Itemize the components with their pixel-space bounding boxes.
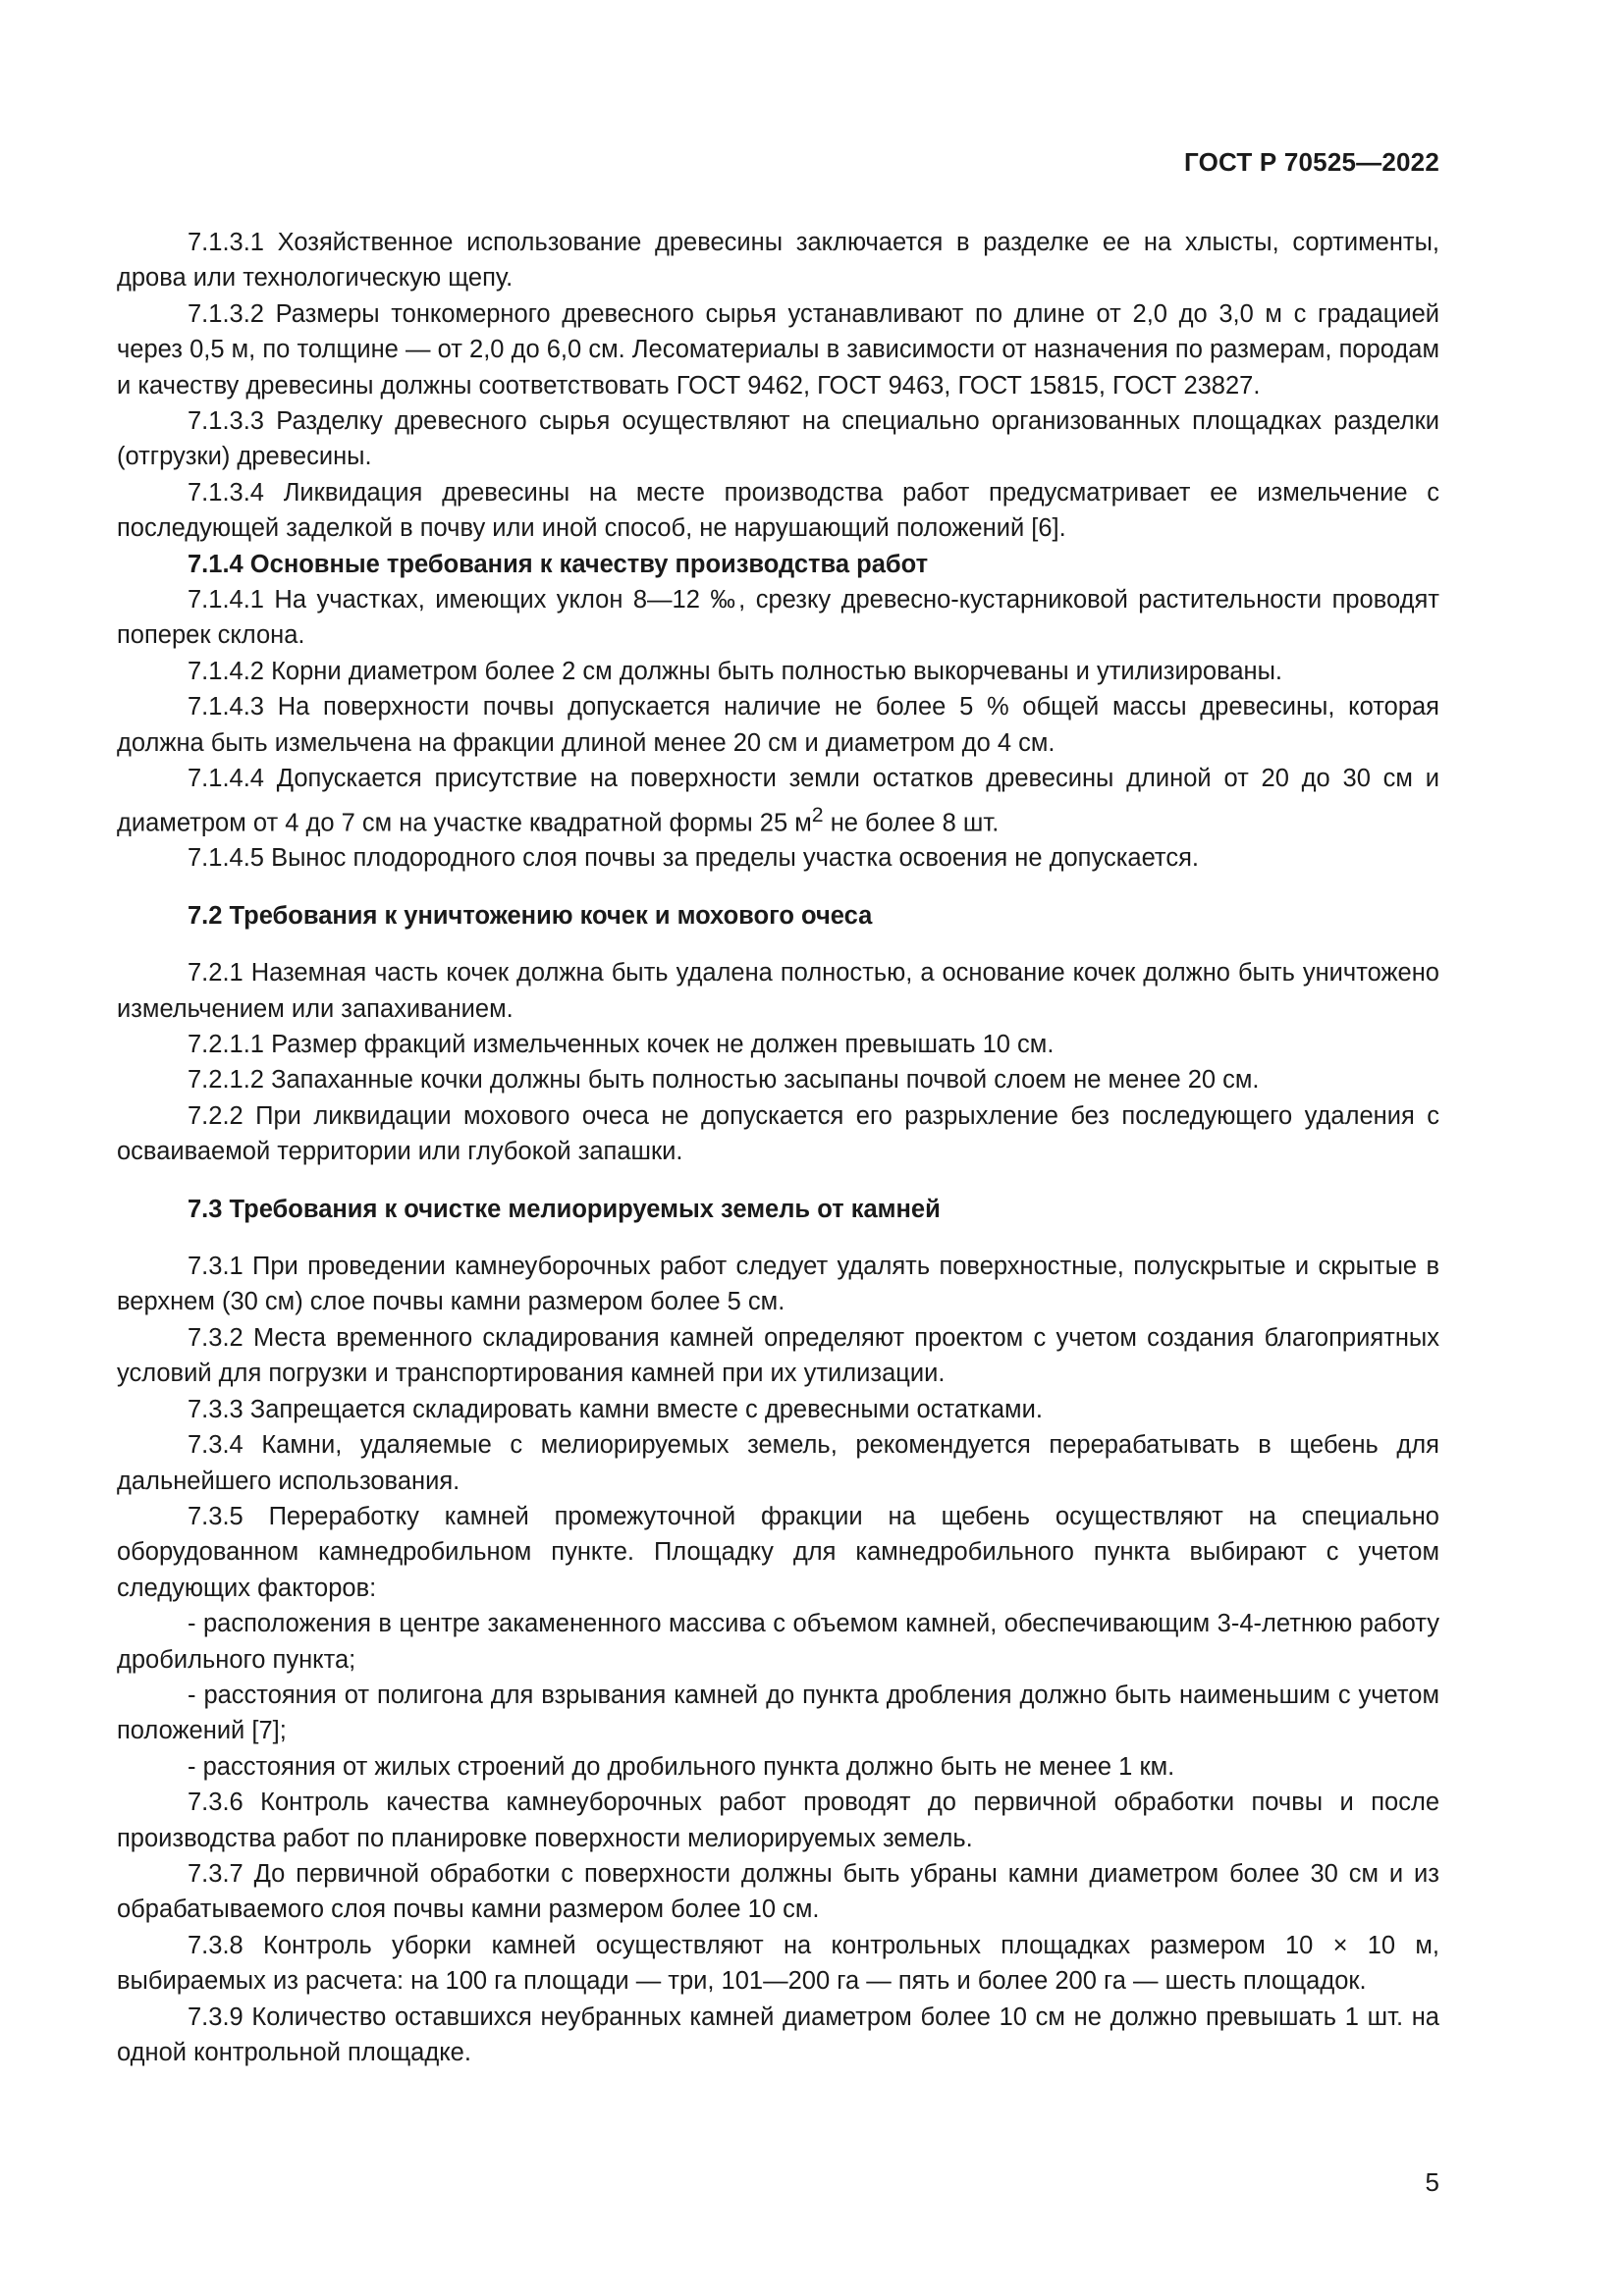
paragraph-7-1-4-1: 7.1.4.1 На участках, имеющих уклон 8—12 ‰, срезку древесно-кустарниковой растительности проводят поперек склона. [117,586,1439,650]
paragraph-7-3-7: 7.3.7 До первичной обработки с поверхности должны быть убраны камни диаметром более 30 см и из обрабатываемого слоя почвы камни размером более 10 см. [117,1859,1439,1924]
paragraph-7-1-4-4 [117,761,1439,840]
paragraph-7-1-4-4-tail: не более 8 шт. [823,809,1000,836]
paragraph-7-1-3-2: 7.1.3.2 Размеры тонкомерного древесного сырья устанавливают по длине от 2,0 до 3,0 м с градацией через 0,5 м, по толщине — от 2,0 до 6,0 см. Лесоматериалы в зависимости от назначения по размерам, породам и качеству древесины должны соответствовать ГОСТ 9462, ГОСТ 9463, ГОСТ 15815, ГОСТ 23827. [117,299,1439,400]
paragraph-7-3-1: 7.3.1 При проведении камнеуборочных работ следует удалять поверхностные, полускрытые и скрытые в верхнем (30 см) слое почвы камни размером более 5 см. [117,1253,1439,1316]
document-body [117,225,1439,2070]
paragraph-7-1-3-3: 7.1.3.3 Разделку древесного сырья осуществляют на специально организованных площадках разделки (отгрузки) древесины. [117,407,1439,471]
list-item: - расстояния от жилых строений до дробильного пункта должно быть не менее 1 км. [188,1752,1175,1781]
paragraph-7-3-8: 7.3.8 Контроль уборки камней осуществляют на контрольных площадках размером 10 × 10 м, выбираемых из расчета: на 100 га площади — три, 101—200 га — пять и более 200 га — шесть площадок. [117,1931,1439,1996]
paragraph-7-3-2: 7.3.2 Места временного складирования камней определяют проектом с учетом создания благоприятных условий для погрузки и транспортирования камней при их утилизации. [117,1323,1439,1388]
paragraph-7-1-3-1: 7.1.3.1 Хозяйственное использование древесины заключается в разделке ее на хлысты, сортименты, дрова или технологическую щепу. [117,229,1439,293]
paragraph-7-1-4-5: 7.1.4.5 Вынос плодородного слоя почвы за пределы участка освоения не допускается. [188,844,1199,873]
list-item: - расстояния от полигона для взрывания камней до пункта дробления должно быть наименьшим с учетом положений [7]; [117,1681,1439,1745]
paragraph-7-3-3: 7.3.3 Запрещается складировать камни вместе с древесными остатками. [188,1395,1043,1423]
paragraph-7-3-6: 7.3.6 Контроль качества камнеуборочных работ проводят до первичной обработки почвы и после производства работ по планировке поверхности мелиорируемых земель. [117,1789,1439,1852]
paragraph-7-3-4: 7.3.4 Камни, удаляемые с мелиорируемых земель, рекомендуется перерабатывать в щебень для дальнейшего использования. [117,1431,1439,1495]
paragraph-7-1-4-4-text: 7.1.4.4 Допускается присутствие на поверхности земли остатков древесины длиной от 20 до 30 см и диаметром от 4 до 7 см на участке квадратной формы 25 м [117,765,1439,836]
paragraph-7-2-2: 7.2.2 При ликвидации мохового очеса не допускается его разрыхление без последующего удаления с осваиваемой территории или глубокой запашки. [117,1101,1439,1166]
paragraph-7-2-1-1: 7.2.1.1 Размер фракций измельченных кочек не должен превышать 10 см. [188,1031,1055,1059]
page-number: 5 [1425,2167,1439,2197]
superscript-2: 2 [811,802,824,827]
paragraph-7-3-9: 7.3.9 Количество оставшихся неубранных камней диаметром более 10 см не должно превышать 1 шт. на одной контрольной площадке. [117,2002,1439,2066]
paragraph-7-3-5: 7.3.5 Переработку камней промежуточной фракции на щебень осуществляют на специально оборудованном камнедробильном пункте. Площадку для камнедробильного пункта выбирают с учетом следующих факторов: [117,1502,1439,1602]
paragraph-7-1-4-2: 7.1.4.2 Корни диаметром более 2 см должны быть полностью выкорчеваны и утилизированы. [188,657,1283,685]
paragraph-7-1-4-3: 7.1.4.3 На поверхности почвы допускается наличие не более 5 % общей массы древесины, которая должна быть измельчена на фракции длиной менее 20 см и диаметром до 4 см. [117,693,1439,757]
list-item: - расположения в центре закамененного массива с объемом камней, обеспечивающим 3-4-летнюю работу дробильного пункта; [117,1610,1439,1674]
heading-7-2: 7.2 Требования к уничтожению кочек и мохового очеса [188,901,873,930]
paragraph-7-2-1-2: 7.2.1.2 Запаханные кочки должны быть полностью засыпаны почвой слоем не менее 20 см. [188,1066,1260,1095]
document-designation: ГОСТ Р 70525—2022 [1184,147,1439,177]
heading-7-3: 7.3 Требования к очистке мелиорируемых земель от камней [188,1195,941,1223]
paragraph-7-1-3-4: 7.1.3.4 Ликвидация древесины на месте производства работ предусматривает ее измельчение с последующей заделкой в почву или иной способ, не нарушающий положений [6]. [117,478,1439,543]
paragraph-7-2-1: 7.2.1 Наземная часть кочек должна быть удалена полностью, а основание кочек должно быть уничтожено измельчением или запахиванием. [117,959,1439,1023]
heading-7-1-4: 7.1.4 Основные требования к качеству производства работ [188,550,929,578]
